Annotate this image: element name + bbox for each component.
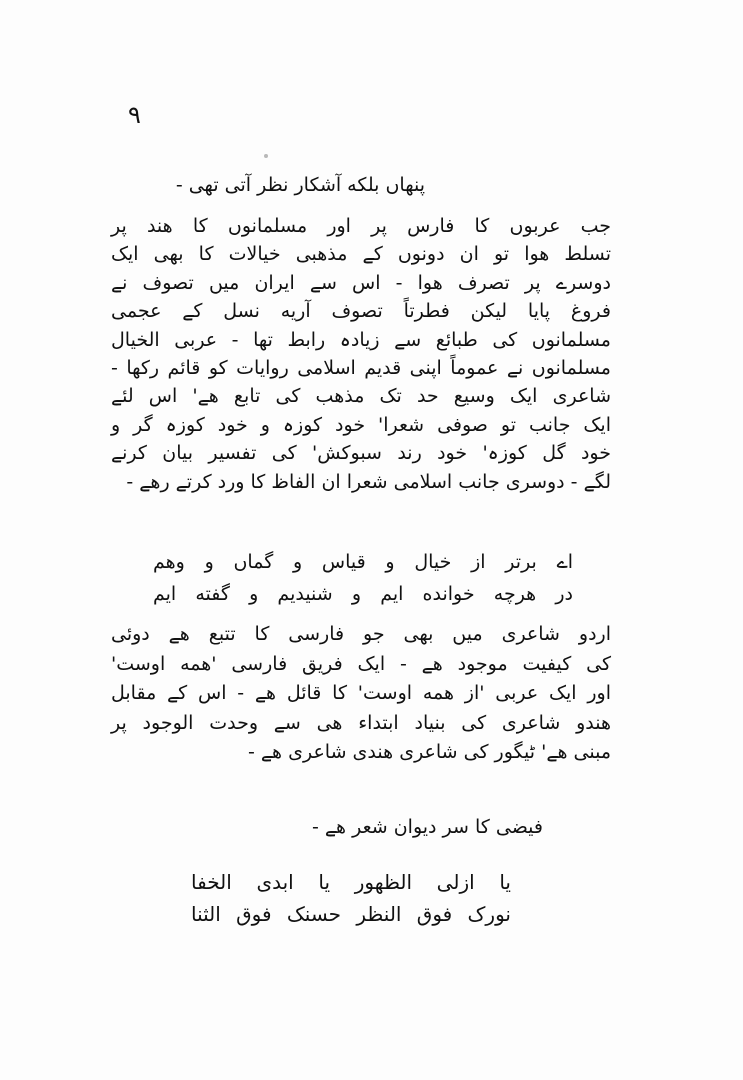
paragraph-2-line: اور ایک عربی 'از همه اوست' کا قائل هے - اس کے مقابل [111,682,611,704]
paragraph-2-line: اردو شاعری میں بهی جو فارسی کا تتبع هے دوئی [111,623,611,645]
paragraph-1 [111,212,611,496]
paragraph-2-line: کی کیفیت موجود هے - ایک فریق فارسی 'همه اوست' [111,652,611,675]
opening-line: پنهاں بلکه آشکار نظر آتی تهی - [175,174,425,196]
paper-speck [264,154,268,158]
paragraph-1-line: مسلمانوں کی طبائع سے زیادہ رابط تها - عربی الخیال [111,328,611,351]
paragraph-1-line: تسلط هوا تو ان دونوں کے مذهبی خیالات کا بهی ایک [111,243,611,266]
paragraph-1-line: مسلمانوں نے عموماً اپنی قدیم اسلامی روایات کو قائم رکها - [111,357,611,380]
paragraph-1-line: دوسرے پر تصرف هوا - اس سے ایران میں تصوف نے [111,271,611,294]
paragraph-1-line: فروغ پایا لیکن فطرتاً تصوف آریه نسل کے عجمی [111,300,611,323]
paragraph-1-line: خود گل کوزہ' خود رند سبوکش' کی تفسیر بیان کرنے [111,442,611,465]
opening-line-block [105,170,425,200]
verse-2-intro-block [243,812,543,842]
verse-2 [191,866,511,930]
verse-1-line: اے برتر از خیال و قیاس و گماں و وهم [153,551,573,573]
verse-2-line: نورک فوق النظر حسنک فوق الثنا [191,902,511,926]
verse-2-intro: فیضی کا سر دیوان شعر هے - [312,816,543,838]
verse-2-line: یا ازلی الظهور یا ابدی الخفا [191,870,511,894]
page-number: ۹ [128,101,141,129]
verse-1 [153,546,573,610]
verse-1-line: در هرچه خوانده ایم و شنیدیم و گفته ایم [153,583,573,605]
paragraph-2-line: مبنی هے' ٹیگور کی شاعری هندی شاعری هے - [248,741,611,763]
paragraph-1-line: لگے - دوسری جانب اسلامی شعرا ان الفاظ کا ورد کرتے رهے - [126,470,611,493]
paragraph-1-line: جب عربوں کا فارس پر اور مسلمانوں کا هند پر [111,215,611,237]
paragraph-1-line: شاعری ایک وسیع حد تک مذهب کی تابع هے' اس لئے [111,385,611,408]
paragraph-1-line: ایک جانب تو صوفی شعرا' خود کوزہ و خود کوزہ گر و [111,413,611,436]
paragraph-2-line: هندو شاعری کی بنیاد ابتداء هی سے وحدت الوجود پر [111,711,611,734]
paragraph-2 [111,620,611,768]
